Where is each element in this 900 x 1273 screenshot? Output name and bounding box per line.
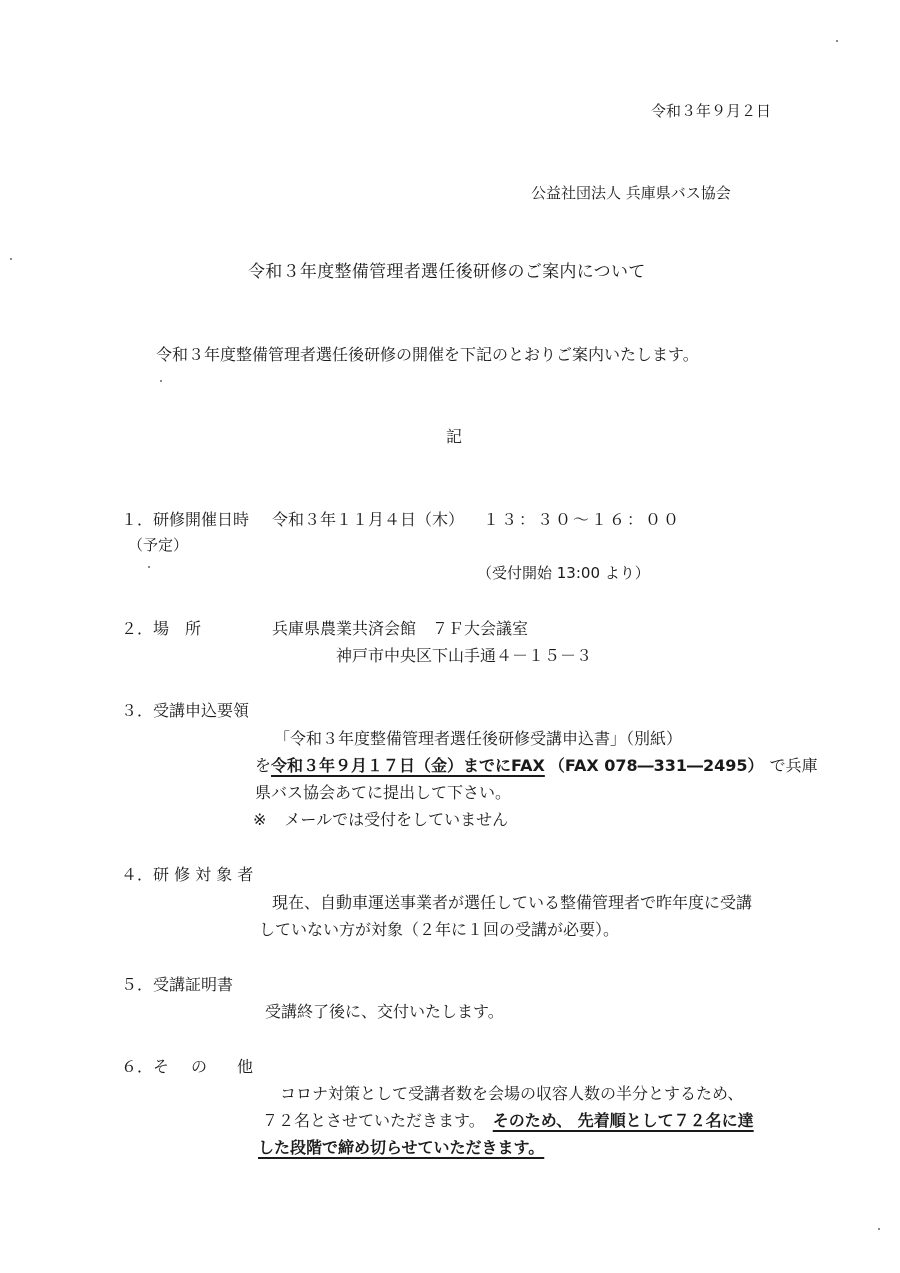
ki-label: 記	[446, 427, 463, 446]
section-2-address: 神戸市中央区下山手通４－１５－３	[336, 646, 593, 665]
scan-speck	[148, 566, 150, 568]
section-6-heading-no: の	[191, 1057, 208, 1076]
scan-speck	[10, 258, 12, 260]
section-6-heading-ta: 他	[237, 1057, 254, 1076]
section-6-heading-num: ６．そ	[121, 1057, 170, 1076]
section-3-heading: ３．受講申込要領	[121, 701, 250, 720]
section-3-note-line	[253, 812, 508, 828]
section-3-line3: 県バス協会あてに提出して下さい。	[255, 783, 512, 802]
section-6-line2	[262, 1113, 754, 1129]
intro-text: 令和３年度整備管理者選任後研修の開催を下記のとおりご案内いたします。	[156, 345, 699, 364]
section-4-line1: 現在、自動車運送事業者が選任している整備管理者で昨年度に受講	[272, 893, 753, 912]
section-3-note: メールでは受付をしていません	[284, 810, 509, 829]
scan-speck	[160, 380, 162, 382]
section-4-heading: ４．研 修 対 象 者	[121, 865, 254, 884]
scan-speck	[878, 1228, 880, 1230]
section-3-deadline: 令和３年９月１７日（金）までにFAX	[271, 756, 545, 775]
section-1-heading: １．研修開催日時	[121, 510, 250, 529]
section-5-line1: 受講終了後に、交付いたします。	[265, 1002, 504, 1021]
section-5-heading: ５．受講証明書	[121, 975, 234, 994]
section-3-form-name: 「令和３年度整備管理者選任後研修受講申込書」（別紙）	[274, 729, 683, 748]
scan-speck	[836, 40, 838, 42]
section-4-line2: していない方が対象（２年に１回の受講が必要）。	[259, 920, 620, 939]
section-1-note: （予定）	[128, 536, 189, 554]
section-3-prefix: を	[255, 756, 272, 775]
document-title: 令和３年度整備管理者選任後研修のご案内について	[248, 262, 646, 282]
section-1-reception: （受付開始 13:00 より）	[477, 564, 650, 582]
section-6-line2-plain: ７２名とさせていただきます。	[262, 1111, 485, 1130]
section-3-deadline-line	[255, 758, 818, 774]
section-2-heading: ２．場 所	[121, 619, 202, 638]
section-6-line3: した段階で締め切らせていただきます。	[258, 1138, 545, 1157]
section-2-venue: 兵庫県農業共済会館 ７Ｆ大会議室	[272, 619, 529, 638]
section-6-line1: コロナ対策として受講者数を会場の収容人数の半分とするため、	[280, 1084, 744, 1103]
issuer-name: 公益社団法人 兵庫県バス協会	[531, 184, 731, 202]
section-6-line2-bold: そのため、 先着順として７２名に達	[492, 1111, 754, 1130]
section-1-time: １３：３０～１６：００	[483, 510, 682, 529]
reference-mark: ※	[253, 810, 267, 829]
document-date: 令和３年９月２日	[651, 102, 772, 120]
section-1-date: 令和３年１１月４日（木）	[272, 510, 465, 529]
section-3-suffix: で兵庫	[769, 756, 818, 775]
section-6-heading	[121, 1059, 253, 1075]
section-3-fax: （FAX 078―331―2495）	[548, 756, 764, 775]
